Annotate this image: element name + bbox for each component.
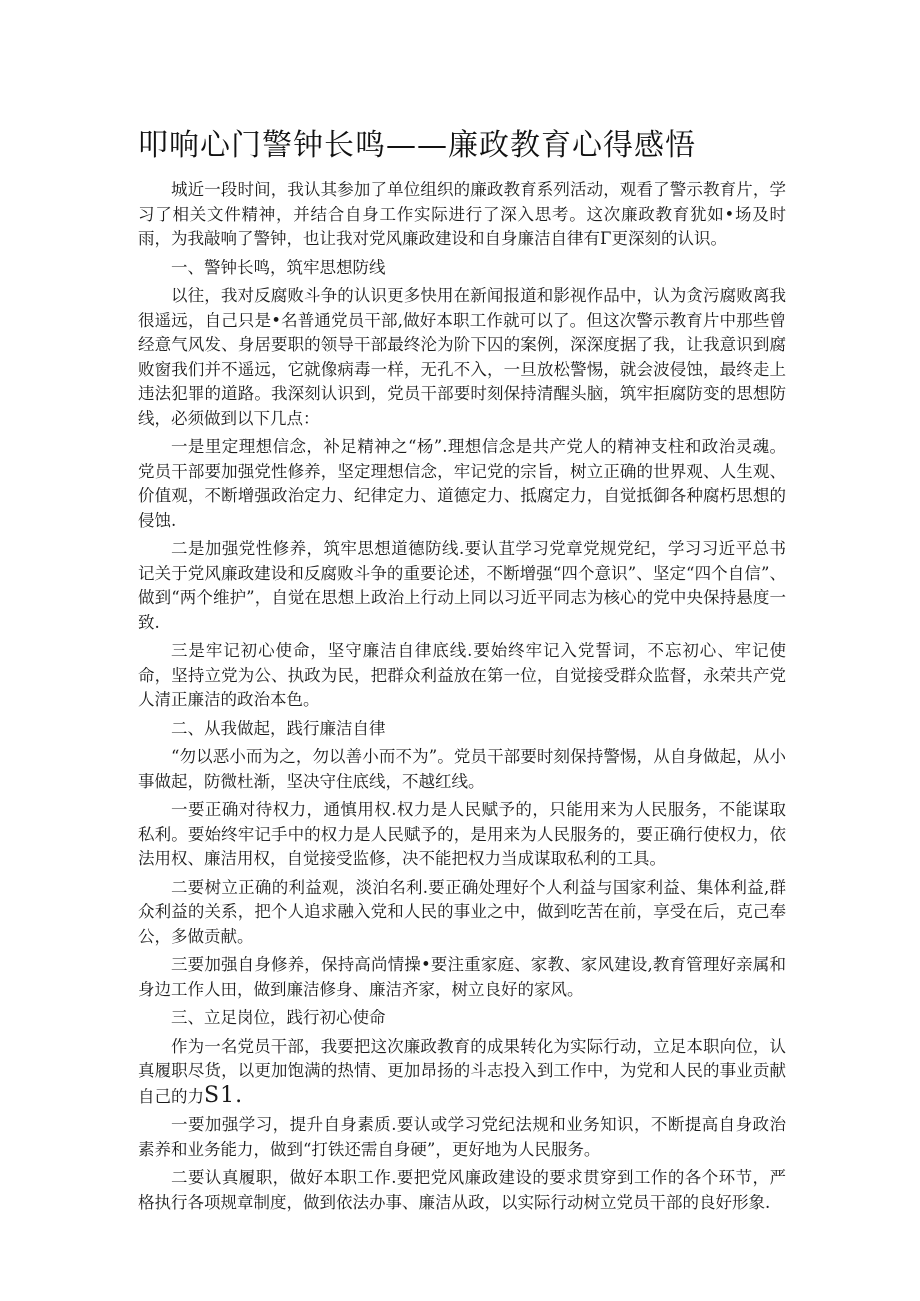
section-3-paragraph-tail: S1. (204, 1082, 244, 1108)
section-1-point-3: 三是牢记初心使命，坚守廉洁自律底线.要始终牢记入党誓词，不忘初心、牢记使命，坚持立党为公、执政为民，把群众利益放在第一位，自觉接受群众监督，永荣共产党人清正廉洁的政治本色。 (138, 641, 786, 709)
section-heading-2: 二、从我做起，践行廉洁自律 (171, 718, 386, 738)
section-2-point-2: 二要树立正确的利益观，淡泊名利.要正确处理好个人利益与国家利益、集体利益,群众利益的关系，把个人追求融入党和人民的事业之中，做到吃苦在前，享受在后，克己奉公，多做贡献。 (138, 877, 786, 946)
section-1-paragraph: 以往，我对反腐败斗争的认识更多快用在新闻报道和影视作品中，认为贪污腐败离我很遥远，自己只是•名普通党员干部,做好本职工作就可以了。但这次警示教育片中那些曾经意气风发、身居要职的领导干部最终沦为阶下囚的案例，深深度据了我，让我意识到腐败窗我们并不遥远，它就像病毒一样，无孔不入，一旦放松警惕，就会波侵蚀，最终走上违法犯罪的道路。我深刻认识到，党员干部要时刻保持清醒头脑，筑牢拒腐防变的思想防线，必须做到以下几点： (138, 286, 786, 428)
section-3-paragraph (138, 1035, 786, 1110)
section-3-point-2: 二要认真履职，做好本职工作.要把党风廉政建设的要求贯穿到工作的各个环节，严格执行各项规章制度，做到依法办事、廉洁从政，以实际行动树立党员干部的良好形象. (138, 1168, 786, 1212)
section-1-point-2: 二是加强党性修养，筑牢思想道德防线.要认苴学习党章党规党纪，学习习近平总书记关于党风廉政建设和反腐败斗争的重要论述，不断增强“四个意识”、坚定“四个自信”、做到“两个维护”，自觉在思想上政治上行动上同以习近平同志为核心的党中央保持悬度一致. (138, 539, 786, 632)
section-3-paragraph-text: 作为一名党员干部，我要把这次廉政教育的成果转化为实际行动，立足本职向位，认真履职尽货，以更加饱满的热情、更加昂扬的斗志投入到工作中，为党和人民的事业贡献自己的力 (138, 1036, 786, 1106)
section-1-point-1: 一是里定理想信念，补足精神之“杨”.理想信念是共产党人的精神支柱和政治灵魂。党员干部要加强党性修养，坚定理想信念，牢记党的宗旨，树立正确的世界观、人生观、价值观，不断增强政治定力、纪律定力、道德定力、抵腐定力，自觉抵御各种腐朽思想的侵蚀. (138, 437, 786, 530)
document-body (138, 178, 786, 1219)
intro-paragraph: 城近一段时间，我认其参加了单位组织的廉政教育系列活动，观看了警示教育片，学习了相关文件精神，并结合自身工作实际进行了深入思考。这次廉政教育犹如•场及时雨，为我敲响了警钟，也让我对党风廉政建设和自身廉洁自律有Γ更深刻的认识。 (138, 180, 786, 248)
section-2-point-1: 一要正确对待权力，通慎用权.权力是人民赋予的，只能用来为人民服务，不能谋取私利。要始终牢记手中的权力是人民赋予的，是用来为人民服务的，要正确行使权力，依法用权、廉洁用权，自觉接受监修，决不能把权力当成谋取私利的工具。 (138, 800, 786, 868)
section-2-point-3: 三要加强自身修养，保持高尚情操•要注重家庭、家教、家风建设,教育管理好亲属和身边工作人田，做到廉洁修身、廉洁齐家，树立良好的家风。 (138, 955, 786, 999)
document-title: 叩响心门警钟长鸣——廉政教育心得感悟 (138, 128, 696, 163)
section-2-paragraph: “勿以恶小而为之，勿以善小而不为”。党员干部要时刻保持警惕，从自身做起，从小事做起，防微杜渐，坚决守住底线，不越红线。 (138, 747, 786, 791)
section-heading-1: 一、警钟长鸣，筑牢思想防线 (171, 257, 386, 277)
section-heading-3: 三、立足岗位，践行初心使命 (171, 1008, 386, 1027)
section-3-point-1: 一要加强学习，提升自身素质.要认或学习党纪法规和业务知识，不断提高自身政治素养和业务能力，做到“打铁还需自身硬”，更好地为人民服务。 (138, 1115, 786, 1159)
